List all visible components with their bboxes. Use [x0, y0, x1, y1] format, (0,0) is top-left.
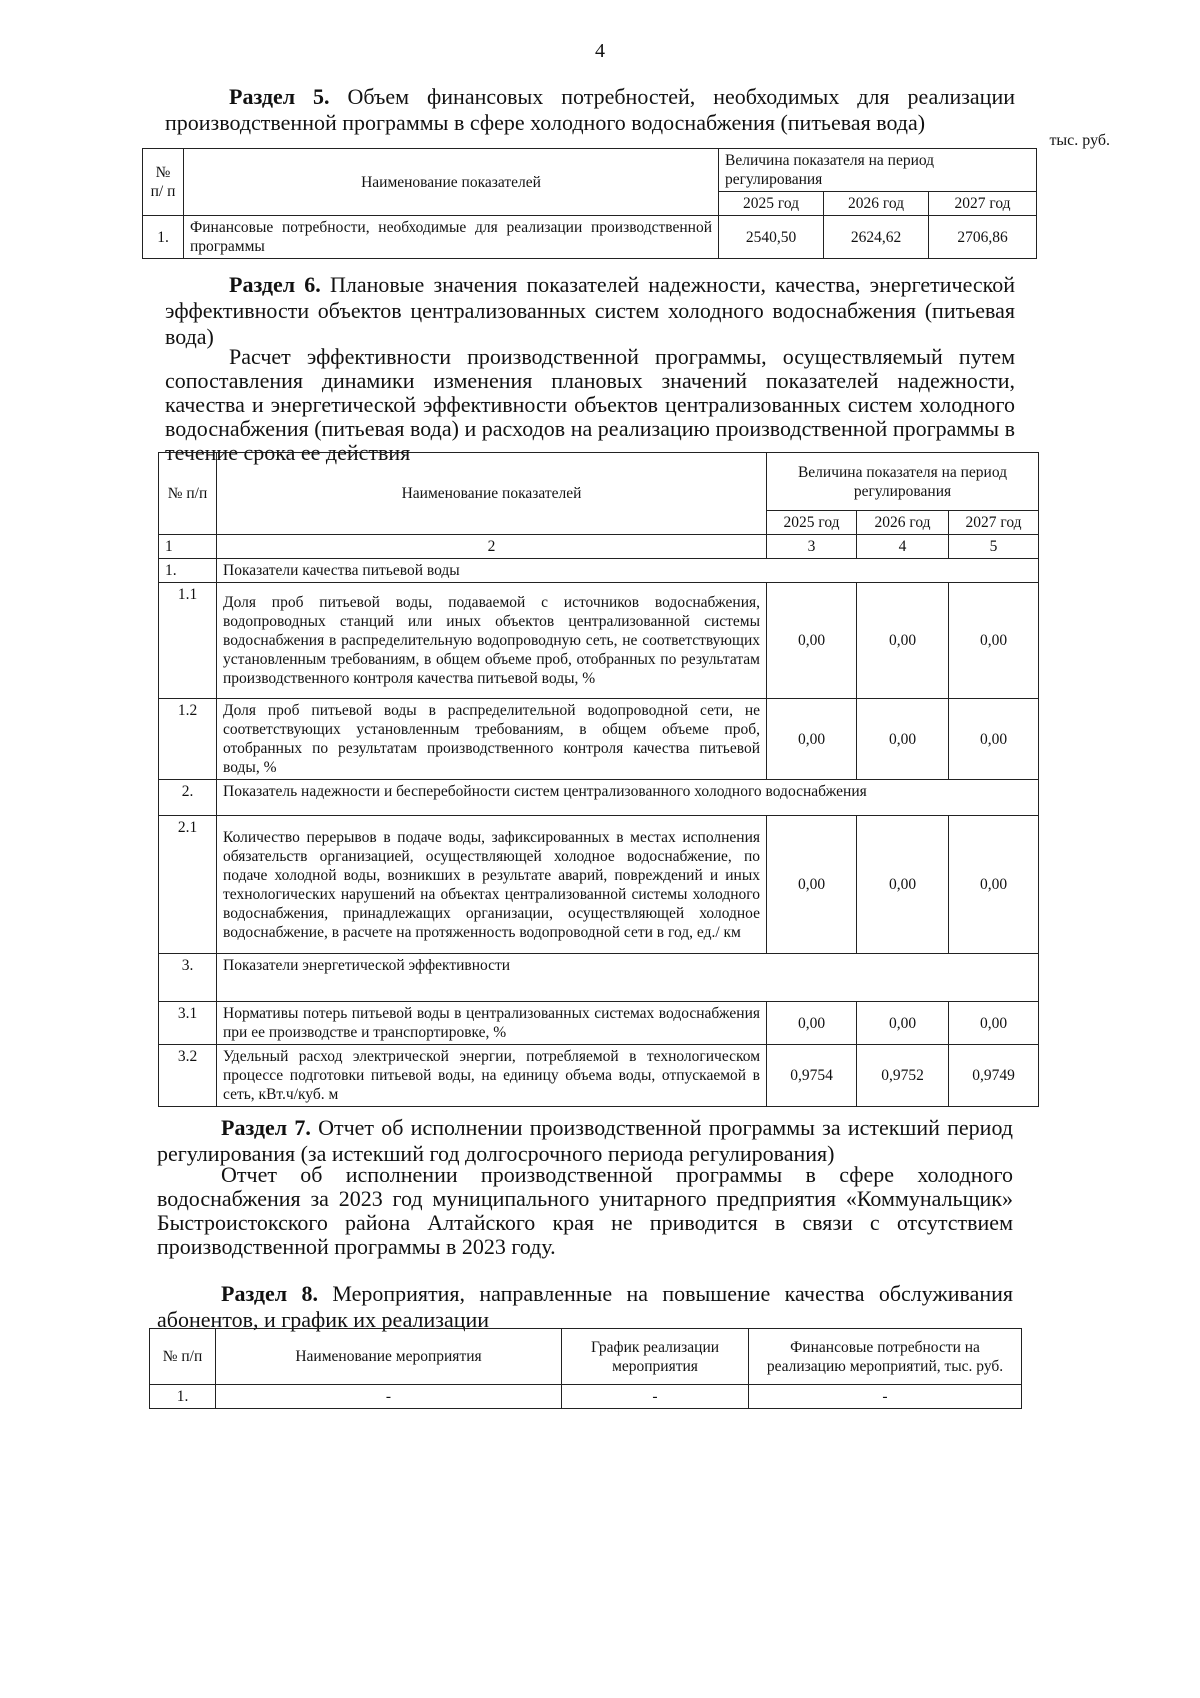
- s8-header-finance: Финансовые потребности на реализацию мероприятий, тыс. руб.: [749, 1329, 1022, 1385]
- s6-row-2026: 0,9752: [857, 1045, 949, 1107]
- s6-col-index: 1: [159, 535, 217, 559]
- section6-paragraph: Расчет эффективности производственной программы, осуществляемый путем сопоставления динамики изменения плановых значений показателей надежности, качества и энергетической эффективности объектов централизованных систем холодного водоснабжения (питьевая вода) и расходов на реализацию производственной программы в течение срока ее действия: [165, 344, 1015, 465]
- s6-row-2025: 0,00: [767, 816, 857, 954]
- section6-title: Плановые значения показателей надежности, качества, энергетической эффективности объектов централизованных систем холодного водоснабжения (питьевая вода): [165, 272, 1015, 349]
- section6-heading: [165, 272, 1015, 350]
- s5-row-2025: 2540,50: [719, 216, 824, 259]
- s6-header-year: 2026 год: [857, 511, 949, 535]
- section5-unit: тыс. руб.: [1049, 132, 1110, 149]
- table-row: [159, 816, 1039, 954]
- s8-row-name: -: [216, 1385, 562, 1409]
- table-row: [159, 780, 1039, 816]
- s5-row-name: Финансовые потребности, необходимые для реализации производственной программы: [184, 216, 719, 259]
- s6-row-name: Нормативы потерь питьевой воды в централизованных системах водоснабжения при ее производстве и транспортировке, %: [217, 1002, 767, 1045]
- s6-header-num: № п/п: [159, 453, 217, 535]
- s6-col-index: 2: [217, 535, 767, 559]
- s6-row-name: Доля проб питьевой воды в распределительной водопроводной сети, не соответствующих установленным требованиям, в общем объеме проб, отобранных по результатам производственного контроля качества питьевой воды, %: [217, 699, 767, 780]
- section7-title: Отчет об исполнении производственной программы за истекший период регулирования (за истекший год долгосрочного периода регулирования): [157, 1115, 1014, 1166]
- s6-row-num: 3.1: [159, 1002, 217, 1045]
- s5-header-num: № п/ п: [143, 149, 184, 216]
- s8-header-name: Наименование мероприятия: [216, 1329, 562, 1385]
- section7-label: Раздел 7.: [221, 1115, 311, 1140]
- s5-header-value: Величина показателя на период регулирования: [719, 149, 1037, 192]
- s6-header-year: 2027 год: [949, 511, 1039, 535]
- section7-heading: [157, 1115, 1013, 1167]
- table-row: [159, 583, 1039, 699]
- s6-row-2027: 0,9749: [949, 1045, 1039, 1107]
- table-row: [143, 216, 1037, 259]
- s6-row-2027: 0,00: [949, 583, 1039, 699]
- table-row: [159, 1002, 1039, 1045]
- s5-row-2027: 2706,86: [929, 216, 1037, 259]
- s6-row-2026: 0,00: [857, 816, 949, 954]
- s5-header-year: 2027 год: [929, 192, 1037, 216]
- s6-row-2025: 0,00: [767, 1002, 857, 1045]
- s6-row-2025: 0,9754: [767, 1045, 857, 1107]
- s6-group-num: 3.: [159, 954, 217, 1002]
- s6-row-2026: 0,00: [857, 583, 949, 699]
- s8-row-finance: -: [749, 1385, 1022, 1409]
- s5-header-name: Наименование показателей: [184, 149, 719, 216]
- s6-col-index: 5: [949, 535, 1039, 559]
- s8-header-schedule: График реализации мероприятия: [562, 1329, 749, 1385]
- s6-row-2027: 0,00: [949, 699, 1039, 780]
- s8-row-num: 1.: [150, 1385, 216, 1409]
- s5-header-year: 2025 год: [719, 192, 824, 216]
- s6-row-2026: 0,00: [857, 699, 949, 780]
- section8-title: Мероприятия, направленные на повышение качества обслуживания абонентов, и график их реализации: [157, 1281, 1014, 1332]
- s6-row-num: 1.1: [159, 583, 217, 699]
- s6-group-num: 2.: [159, 780, 217, 816]
- table-row: [159, 954, 1039, 1002]
- section5-heading: [165, 84, 1015, 136]
- s6-row-num: 3.2: [159, 1045, 217, 1107]
- s6-group-name: Показатели энергетической эффективности: [217, 954, 1039, 1002]
- section5-label: Раздел 5.: [229, 84, 330, 109]
- s5-row-2026: 2624,62: [824, 216, 929, 259]
- s6-row-name: Удельный расход электрической энергии, потребляемой в технологическом процессе подготовки питьевой воды, на единицу объема воды, отпускаемой в сеть, кВт.ч/куб. м: [217, 1045, 767, 1107]
- s6-row-name: Доля проб питьевой воды, подаваемой с источников водоснабжения, водопроводных станций или иных объектов централизованной системы водоснабжения в распределительную водопроводную сеть, не соответствующих установленным требованиям, в общем объеме проб, отобранных по результатам производственного контроля качества питьевой воды, %: [217, 583, 767, 699]
- page-number: 4: [595, 40, 605, 62]
- section5-title: Объем финансовых потребностей, необходимых для реализации производственной программы в сфере холодного водоснабжения (питьевая вода): [165, 84, 1015, 135]
- s6-row-num: 2.1: [159, 816, 217, 954]
- s6-header-name: Наименование показателей: [217, 453, 767, 535]
- s6-col-index: 3: [767, 535, 857, 559]
- s6-header-year: 2025 год: [767, 511, 857, 535]
- s8-row-schedule: -: [562, 1385, 749, 1409]
- s6-group-name: Показатель надежности и бесперебойности систем централизованного холодного водоснабжения: [217, 780, 1039, 816]
- s6-col-index: 4: [857, 535, 949, 559]
- section6-table: [158, 452, 1039, 1107]
- section8-heading: [157, 1281, 1013, 1333]
- table-row: [150, 1385, 1022, 1409]
- s6-row-2027: 0,00: [949, 1002, 1039, 1045]
- s8-header-num: № п/п: [150, 1329, 216, 1385]
- s6-row-num: 1.2: [159, 699, 217, 780]
- s6-group-name: Показатели качества питьевой воды: [217, 559, 1039, 583]
- s5-header-year: 2026 год: [824, 192, 929, 216]
- s6-group-num: 1.: [159, 559, 217, 583]
- s6-header-value: Величина показателя на период регулирования: [767, 453, 1039, 511]
- s6-row-2027: 0,00: [949, 816, 1039, 954]
- section5-table: [142, 148, 1037, 259]
- table-row: [159, 559, 1039, 583]
- section8-table: [149, 1328, 1022, 1409]
- s6-row-2025: 0,00: [767, 583, 857, 699]
- s6-row-2025: 0,00: [767, 699, 857, 780]
- section6-label: Раздел 6.: [229, 272, 321, 297]
- section8-label: Раздел 8.: [221, 1281, 318, 1306]
- table-row: [159, 1045, 1039, 1107]
- section7-paragraph: Отчет об исполнении производственной программы в сфере холодного водоснабжения за 2023 год муниципального унитарного предприятия «Коммунальщик» Быстроистокского района Алтайского края не приводится в связи с отсутствием производственной программы в 2023 году.: [157, 1162, 1013, 1259]
- s6-row-2026: 0,00: [857, 1002, 949, 1045]
- table-row: [159, 699, 1039, 780]
- s6-row-name: Количество перерывов в подаче воды, зафиксированных в местах исполнения обязательств организацией, осуществляющей холодное водоснабжение, по подаче холодной воды, возникших в результате аварий, повреждений и иных технологических нарушений на объектах централизованной системы холодного водоснабжения, принадлежащих организации, осуществляющей холодное водоснабжение, в расчете на протяженность водопроводной сети в год, ед./ км: [217, 816, 767, 954]
- s5-row-num: 1.: [143, 216, 184, 259]
